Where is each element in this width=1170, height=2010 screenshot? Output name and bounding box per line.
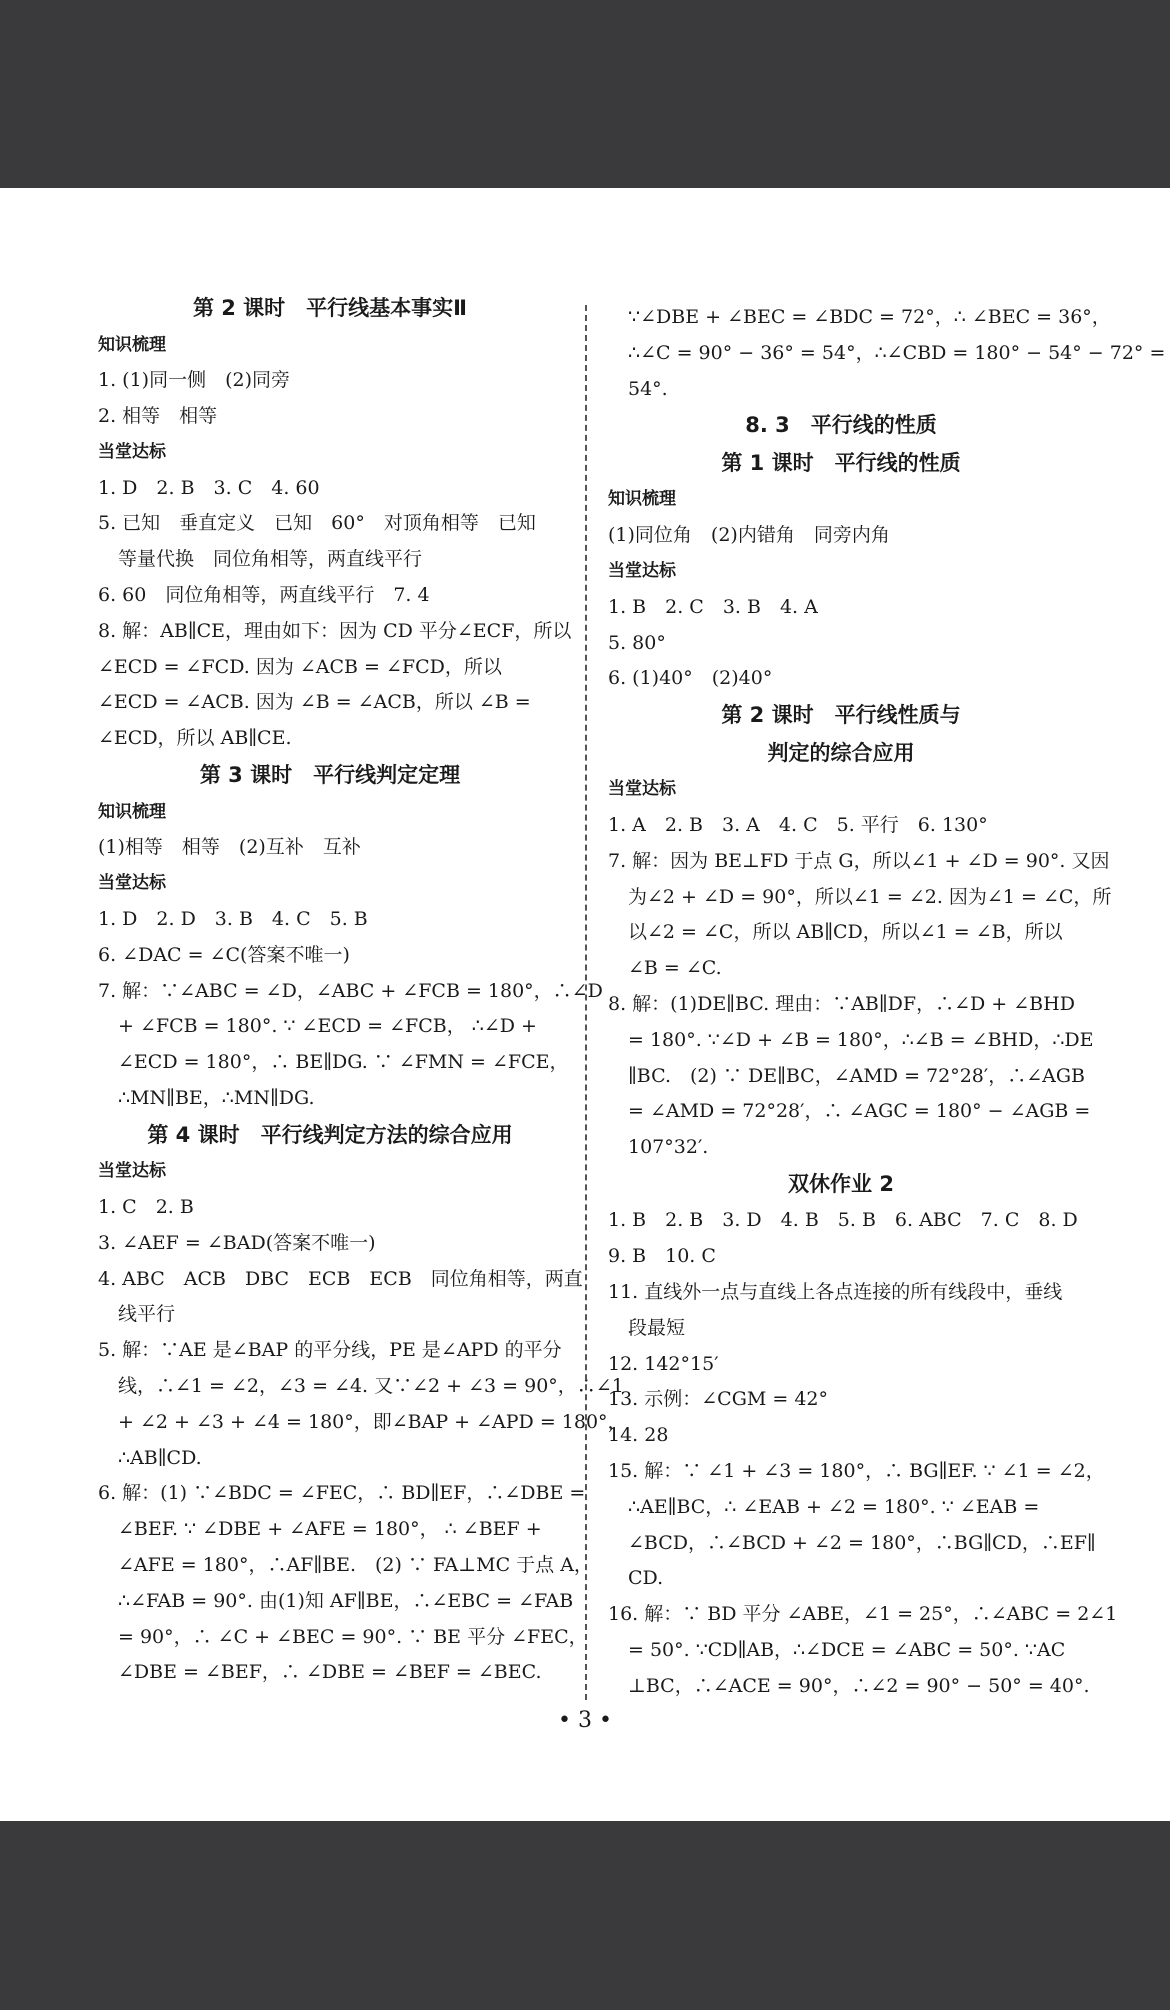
answer-line: (1)同位角 (2)内错角 同旁内角 — [608, 524, 890, 547]
answer-line: 11. 直线外一点与直线上各点连接的所有线段中，垂线 — [608, 1281, 1063, 1304]
answer-line: 1. D 2. B 3. C 4. 60 — [98, 476, 320, 499]
answer-continuation: ∴∠FAB = 90°. 由(1)知 AF∥BE，∴∠EBC = ∠FAB — [118, 1589, 574, 1612]
subsection-label: 当堂达标 — [608, 779, 676, 800]
answer-line: 6. ∠DAC = ∠C(答案不唯一) — [98, 943, 350, 966]
answer-line: 6. 60 同位角相等，两直线平行 7. 4 — [98, 584, 430, 607]
answer-line: (1)相等 相等 (2)互补 互补 — [98, 836, 361, 859]
answer-line: 6. (1)40° (2)40° — [608, 667, 773, 690]
answer-line: 4. ABC ACB DBC ECB ECB 同位角相等，两直 — [98, 1267, 583, 1290]
answer-line: 15. 解：∵ ∠1 + ∠3 = 180°，∴ BG∥EF. ∵ ∠1 = ∠2， — [608, 1460, 1105, 1483]
section-heading: 第 2 课时 平行线基本事实Ⅱ — [192, 296, 468, 320]
top-dark-bar — [0, 0, 1170, 188]
answer-continuation: ∠AFE = 180°，∴AF∥BE. (2) ∵ FA⊥MC 于点 A， — [118, 1554, 593, 1576]
answer-continuation: ∠DBE = ∠BEF，∴ ∠DBE = ∠BEF = ∠BEC. — [118, 1661, 542, 1684]
answer-continuation: ∴AB∥CD. — [118, 1446, 202, 1469]
answer-continuation: ∠ECD = 180°，∴ BE∥DG. ∵ ∠FMN = ∠FCE， — [118, 1051, 569, 1074]
subsection-label: 当堂达标 — [608, 560, 676, 581]
left-column — [98, 290, 627, 1691]
section-heading: 判定的综合应用 — [767, 740, 915, 765]
answer-line: 8. 解：(1)DE∥BC. 理由：∵AB∥DF，∴∠D + ∠BHD — [608, 992, 1075, 1015]
answer-continuation: ∥BC. (2) ∵ DE∥BC，∠AMD = 72°28′，∴∠AGB — [628, 1064, 1085, 1087]
subsection-label: 当堂达标 — [98, 873, 166, 894]
answer-continuation: ∴AE∥BC，∴ ∠EAB + ∠2 = 180°. ∵ ∠EAB = — [628, 1495, 1040, 1518]
answer-line: ∠ECD，所以 AB∥CE. — [98, 727, 292, 750]
answer-continuation: 线平行 — [118, 1303, 176, 1326]
answer-continuation: 107°32′. — [628, 1136, 709, 1159]
answer-continuation: ⊥BC，∴∠ACE = 90°，∴∠2 = 90° − 50° = 40°. — [628, 1674, 1090, 1697]
answer-line: 5. 解：∵AE 是∠BAP 的平分线，PE 是∠APD 的平分 — [98, 1339, 562, 1362]
section-heading: 双休作业 2 — [788, 1171, 894, 1196]
subsection-label: 当堂达标 — [98, 1161, 166, 1182]
answer-line: 13. 示例：∠CGM = 42° — [608, 1388, 829, 1411]
section-heading: 第 2 课时 平行线性质与 — [721, 703, 961, 728]
answer-continuation: = 90°，∴ ∠C + ∠BEC = 90°. ∵ BE 平分 ∠FEC， — [118, 1625, 588, 1648]
answer-line: 9. B 10. C — [608, 1245, 716, 1268]
answer-continuation: CD. — [628, 1567, 664, 1590]
answer-line: 8. 解：AB∥CE，理由如下：因为 CD 平分∠ECF，所以 — [98, 619, 572, 642]
answer-line: 3. ∠AEF = ∠BAD(答案不唯一) — [98, 1231, 376, 1254]
answer-continuation: 线，∴∠1 = ∠2，∠3 = ∠4. 又∵∠2 + ∠3 = 90°，∴∠1 — [118, 1375, 624, 1398]
subsection-label: 当堂达标 — [98, 441, 166, 462]
answer-continuation: ∵∠DBE + ∠BEC = ∠BDC = 72°，∴ ∠BEC = 36°， — [628, 306, 1111, 328]
page-number: • 3 • — [558, 1708, 612, 1733]
answer-line: 7. 解：∵∠ABC = ∠D，∠ABC + ∠FCB = 180°，∴∠D — [98, 979, 603, 1002]
answer-continuation: ∠BCD，∴∠BCD + ∠2 = 180°，∴BG∥CD，∴EF∥ — [628, 1531, 1096, 1554]
answer-line: 1. (1)同一侧 (2)同旁 — [98, 369, 290, 392]
answer-line: 1. A 2. B 3. A 4. C 5. 平行 6. 130° — [608, 813, 988, 836]
bottom-dark-bar — [0, 1821, 1170, 2010]
answer-line: 6. 解：(1) ∵∠BDC = ∠FEC，∴ BD∥EF，∴∠DBE = — [98, 1482, 586, 1505]
answer-continuation: ∠BEF. ∵ ∠DBE + ∠AFE = 180°， ∴ ∠BEF + — [118, 1518, 542, 1541]
answer-continuation: ∴∠C = 90° − 36° = 54°，∴∠CBD = 180° − 54° − 72° = — [628, 341, 1166, 364]
answer-continuation: = ∠AMD = 72°28′，∴ ∠AGC = 180° − ∠AGB = — [628, 1100, 1091, 1123]
answer-continuation: 段最短 — [628, 1316, 686, 1339]
section-heading: 第 3 课时 平行线判定定理 — [199, 763, 461, 788]
section-heading: 第 1 课时 平行线的性质 — [721, 450, 961, 475]
answer-line: 1. C 2. B — [98, 1196, 194, 1219]
answer-line: 5. 已知 垂直定义 已知 60° 对顶角相等 已知 — [98, 512, 536, 535]
answer-continuation: 54°. — [628, 377, 668, 400]
answer-continuation: ∴MN∥BE，∴MN∥DG. — [118, 1086, 315, 1109]
answer-line: 1. D 2. D 3. B 4. C 5. B — [98, 907, 368, 930]
answer-continuation: 等量代换 同位角相等，两直线平行 — [118, 548, 423, 571]
section-heading: 8. 3 平行线的性质 — [745, 413, 937, 438]
right-column — [608, 300, 1166, 1705]
answer-line: 1. B 2. B 3. D 4. B 5. B 6. ABC 7. C 8. D — [608, 1209, 1078, 1232]
answer-line: 5. 80° — [608, 631, 666, 654]
subsection-label: 知识梳理 — [608, 489, 676, 510]
answer-line: ∠ECD = ∠FCD. 因为 ∠ACB = ∠FCD，所以 — [98, 655, 502, 678]
answer-continuation: = 180°. ∵∠D + ∠B = 180°，∴∠B = ∠BHD，∴DE — [628, 1028, 1094, 1051]
answer-line: 14. 28 — [608, 1424, 669, 1447]
answer-continuation: = 50°. ∵CD∥AB，∴∠DCE = ∠ABC = 50°. ∵AC — [628, 1639, 1066, 1661]
section-heading: 第 4 课时 平行线判定方法的综合应用 — [147, 1122, 513, 1147]
subsection-label: 知识梳理 — [98, 801, 166, 822]
answer-line: 1. B 2. C 3. B 4. A — [608, 595, 818, 618]
answer-line: ∠ECD = ∠ACB. 因为 ∠B = ∠ACB，所以 ∠B = — [98, 691, 531, 714]
answer-line: 2. 相等 相等 — [98, 405, 218, 428]
answer-continuation: + ∠2 + ∠3 + ∠4 = 180°，即∠BAP + ∠APD = 180°， — [118, 1410, 627, 1433]
answer-continuation: ∠B = ∠C. — [628, 957, 722, 980]
subsection-label: 知识梳理 — [98, 334, 166, 355]
answer-continuation: 为∠2 + ∠D = 90°，所以∠1 = ∠2. 因为∠1 = ∠C，所 — [628, 885, 1112, 908]
column-divider — [585, 305, 587, 1700]
answer-continuation: + ∠FCB = 180°. ∵ ∠ECD = ∠FCB， ∴∠D + — [118, 1015, 537, 1038]
answer-line: 7. 解：因为 BE⊥FD 于点 G，所以∠1 + ∠D = 90°. 又因 — [608, 849, 1110, 872]
answer-line: 16. 解：∵ BD 平分 ∠ABE，∠1 = 25°，∴∠ABC = 2∠1 — [608, 1603, 1118, 1626]
answer-line: 12. 142°15′ — [608, 1352, 719, 1375]
answer-continuation: 以∠2 = ∠C，所以 AB∥CD，所以∠1 = ∠B，所以 — [628, 921, 1063, 944]
